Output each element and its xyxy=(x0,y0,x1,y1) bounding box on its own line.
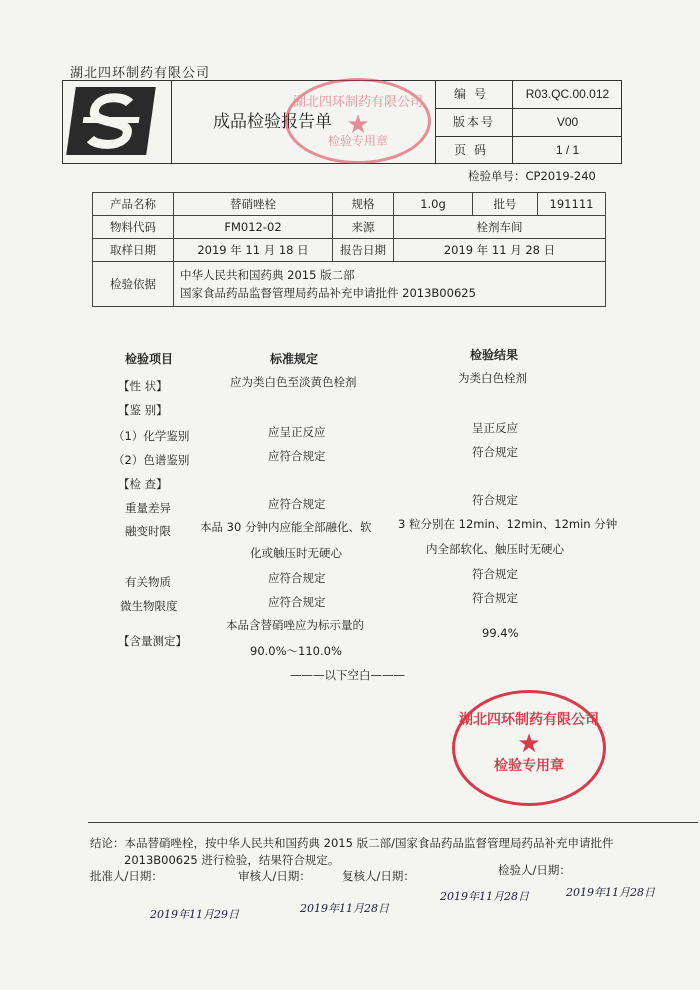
melt-standard-2: 化或触压时无硬心 xyxy=(250,546,342,560)
company-logo-icon xyxy=(66,87,156,155)
assay-result: 99.4% xyxy=(482,626,519,640)
chrom-id-label: （2）色谱鉴别 xyxy=(113,453,190,467)
identification-label: 【鉴 别】 xyxy=(118,403,168,417)
melt-standard-1: 本品 30 分钟内应能全部融化、软 xyxy=(200,520,372,534)
meta-value: 1 / 1 xyxy=(555,143,580,157)
micro-result: 符合规定 xyxy=(472,591,518,605)
header-standard: 标准规定 xyxy=(270,352,319,366)
appearance-standard: 应为类白色至淡黄色栓剂 xyxy=(230,375,357,389)
doc-meta xyxy=(435,81,622,163)
star-icon: ★ xyxy=(346,110,370,140)
stamp-bottom xyxy=(452,690,606,806)
appearance-label: 【性 状】 xyxy=(118,379,168,393)
weight-standard: 应符合规定 xyxy=(268,497,326,511)
conclusion-line-2: 2013B00625 进行检验，结果符合规定。 xyxy=(124,853,340,867)
chrom-id-standard: 应符合规定 xyxy=(268,449,326,463)
spec-label: 规格 xyxy=(333,193,394,216)
header-item: 检验项目 xyxy=(125,352,174,366)
basis-value xyxy=(174,262,606,307)
reviewer-label: 审核人/日期： xyxy=(238,869,311,883)
sampling-date: 2019 年 11 月 18 日 xyxy=(174,239,333,262)
company-name: 湖北四环制药有限公司 xyxy=(70,66,211,81)
approver-date: 2019年11月29日 xyxy=(150,908,239,921)
related-result: 符合规定 xyxy=(472,567,518,581)
assay-standard-2: 90.0%～110.0% xyxy=(250,644,342,658)
inspection-number: 检验单号：CP2019-240 xyxy=(468,169,596,183)
material-code: FM012-02 xyxy=(174,216,333,239)
product-name-label: 产品名称 xyxy=(93,193,174,216)
conclusion-divider xyxy=(88,822,698,823)
stamp-bottom-text: 湖北四环制药有限公司 xyxy=(459,712,599,728)
assay-label: 【含量测定】 xyxy=(118,634,187,648)
source-value: 栓剂车间 xyxy=(394,216,606,239)
basis-line-2: 国家食品药品监督管理局药品补充申请批件 2013B00625 xyxy=(180,286,476,300)
weight-label: 重量差异 xyxy=(125,501,171,515)
meta-label: 版本号 xyxy=(436,109,513,136)
chem-id-label: （1）化学鉴别 xyxy=(113,429,190,443)
related-standard: 应符合规定 xyxy=(268,571,326,585)
approver-label: 批准人/日期： xyxy=(90,869,163,883)
rechecker-date: 2019年11月28日 xyxy=(440,890,529,903)
chem-id-result: 呈正反应 xyxy=(472,421,518,435)
meta-value: V00 xyxy=(556,115,579,129)
chem-id-standard: 应呈正反应 xyxy=(268,425,326,439)
meta-value: R03.QC.00.012 xyxy=(525,87,610,101)
logo-cell xyxy=(63,81,172,163)
stamp-bottom-sub: 检验专用章 xyxy=(494,758,564,774)
check-label: 【检 查】 xyxy=(118,477,168,491)
melt-result-1: 3 粒分别在 12min、12min、12min 分钟 xyxy=(398,517,618,531)
report-date-label: 报告日期 xyxy=(333,239,394,262)
reviewer-date: 2019年11月28日 xyxy=(300,902,389,915)
inspector-label: 检验人/日期： xyxy=(498,863,571,877)
source-label: 来源 xyxy=(333,216,394,239)
rechecker-label: 复核人/日期： xyxy=(342,869,415,883)
batch-label: 批号 xyxy=(473,193,538,216)
document-title: 成品检验报告单 xyxy=(213,112,332,132)
stamp-top-text: 湖北四环制药有限公司 xyxy=(292,95,423,110)
info-table xyxy=(92,192,606,307)
material-code-label: 物料代码 xyxy=(93,216,174,239)
related-label: 有关物质 xyxy=(125,575,171,589)
appearance-result: 为类白色栓剂 xyxy=(458,371,527,385)
meta-label: 页码 xyxy=(436,137,513,164)
basis-label: 检验依据 xyxy=(93,262,174,307)
conclusion-line-1: 结论：本品替硝唑栓，按中华人民共和国药典 2015 版二部/国家食品药品监督管理局药品补充申请批件 xyxy=(90,836,614,850)
weight-result: 符合规定 xyxy=(472,493,518,507)
product-name: 替硝唑栓 xyxy=(174,193,333,216)
micro-label: 微生物限度 xyxy=(120,599,178,613)
spec-value: 1.0g xyxy=(394,193,473,216)
micro-standard: 应符合规定 xyxy=(268,595,326,609)
sampling-date-label: 取样日期 xyxy=(93,239,174,262)
chrom-id-result: 符合规定 xyxy=(472,445,518,459)
report-date: 2019 年 11 月 28 日 xyxy=(394,239,606,262)
melt-result-2: 内全部软化、触压时无硬心 xyxy=(426,542,564,556)
star-icon: ★ xyxy=(517,729,541,759)
basis-line-1: 中华人民共和国药典 2015 版二部 xyxy=(180,268,355,282)
melt-label: 融变时限 xyxy=(125,524,171,538)
inspector-date: 2019年11月28日 xyxy=(566,886,655,899)
batch-value: 191111 xyxy=(538,193,606,216)
header-result: 检验结果 xyxy=(470,348,519,362)
assay-standard-1: 本品含替硝唑应为标示量的 xyxy=(226,618,364,632)
stamp-top-sub: 检验专用章 xyxy=(327,134,388,148)
end-of-content: ———以下空白——— xyxy=(290,668,405,682)
stamp-top xyxy=(285,78,431,164)
meta-label: 编号 xyxy=(436,81,513,108)
